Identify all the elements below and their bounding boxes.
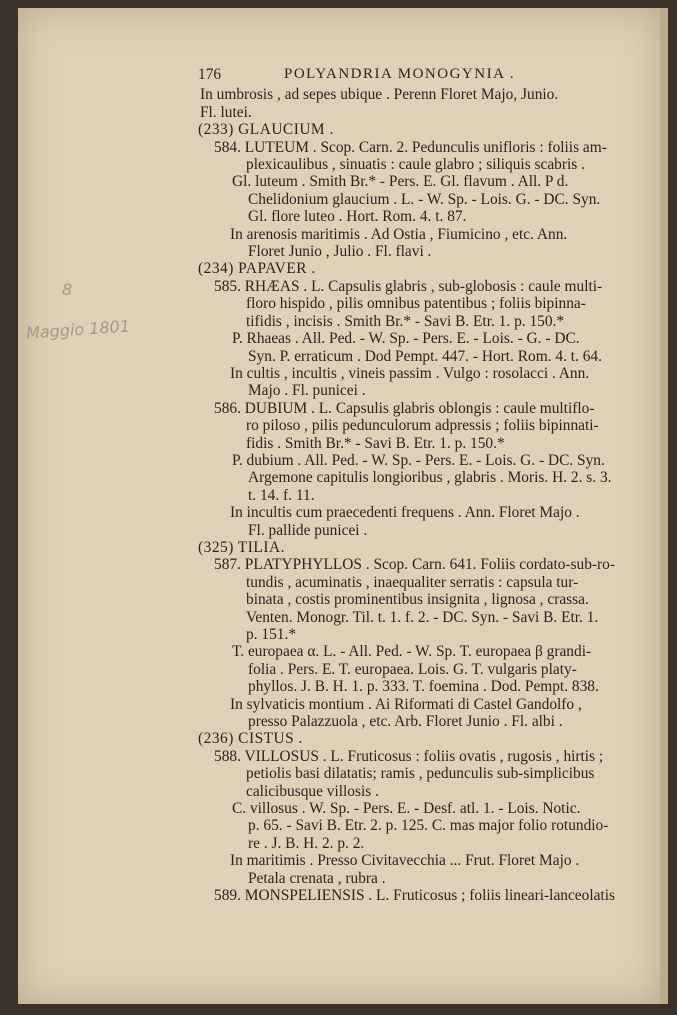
text-line: Gl. luteum . Smith Br.* - Pers. E. Gl. flavum . All. P d. <box>232 173 569 191</box>
text-line: phyllos. J. B. H. 1. p. 333. T. foemina . Dod. Pempt. 838. <box>248 678 599 696</box>
book-page <box>18 8 660 1004</box>
text-line: re . J. B. H. 2. p. 2. <box>248 834 365 852</box>
text-line: Argemone capitulis longioribus , glabris . Moris. H. 2. s. 3. <box>248 469 612 487</box>
genus-heading: (234) PAPAVER . <box>198 260 316 278</box>
text-line: C. villosus . W. Sp. - Pers. E. - Desf. atl. 1. - Lois. Notic. <box>232 800 581 818</box>
text-line: folia . Pers. E. T. europaea. Lois. G. T. vulgaris platy- <box>248 660 577 678</box>
genus-heading: (233) GLAUCIUM . <box>198 121 334 139</box>
text-line: In arenosis maritimis . Ad Ostia , Fiumicino , etc. Ann. <box>230 225 568 243</box>
text-line: 584. LUTEUM . Scop. Carn. 2. Pedunculis unifloris : foliis am- <box>214 138 607 156</box>
text-line: presso Palazzuola , etc. Arb. Floret Junio . Fl. albi . <box>248 713 563 731</box>
text-line: 586. DUBIUM . L. Capsulis glabris oblongis : caule multiflo- <box>214 399 595 417</box>
text-line: Fl. pallide punicei . <box>248 521 368 539</box>
text-line: t. 14. f. 11. <box>248 486 315 504</box>
genus-heading: (325) TILIA. <box>198 538 285 556</box>
text-line: In umbrosis , ad sepes ubique . Perenn Floret Majo, Junio. <box>200 86 559 104</box>
page-text <box>178 66 677 905</box>
page-number: 176 <box>198 66 222 83</box>
text-line: Petala crenata , rubra . <box>248 869 386 887</box>
text-line: fidis . Smith Br.* - Savi B. Etr. 1. p. 150.* <box>246 434 505 452</box>
text-line: P. dubium . All. Ped. - W. Sp. - Pers. E. - Lois. G. - DC. Syn. <box>232 451 605 469</box>
running-header <box>178 66 677 83</box>
text-line: 585. RHÆAS . L. Capsulis glabris , sub-globosis : caule multi- <box>214 277 603 295</box>
text-line: T. europaea α. L. - All. Ped. - W. Sp. T. europaea β grandi- <box>232 643 592 661</box>
text-line: binata , costis prominentibus insignita , lignosa , crassa. <box>246 591 589 609</box>
text-line: Floret Junio , Julio . Fl. flavi . <box>248 243 432 261</box>
text-line: In maritimis . Presso Civitavecchia ... Frut. Floret Majo . <box>230 852 580 870</box>
text-line: Fl. lutei. <box>200 103 252 121</box>
text-line: Majo . Fl. punicei . <box>248 382 366 400</box>
text-line: p. 151.* <box>246 626 297 643</box>
genus-heading: (236) CISTUS . <box>198 730 303 748</box>
text-line: In incultis cum praecedenti frequens . Ann. Floret Majo . <box>230 504 580 522</box>
text-line: ro piloso , pilis pedunculorum adpressis ; foliis bipinnati- <box>246 417 599 435</box>
running-title: POLYANDRIA MONOGYNIA . <box>284 66 516 82</box>
margin-note-date: Maggio 1801 <box>25 316 131 343</box>
text-line: Chelidonium glaucium . L. - W. Sp. - Lois. G. - DC. Syn. <box>248 190 601 208</box>
text-line: plexicaulibus , sinuatis : caule glabro ; siliquis scabris . <box>246 156 585 174</box>
body-lines <box>178 86 677 904</box>
text-line: Syn. P. erraticum . Dod Pempt. 447. - Hort. Rom. 4. t. 64. <box>248 347 602 365</box>
text-line: floro hispido , pilis omnibus patentibus ; foliis bipinna- <box>246 295 586 313</box>
text-line: 587. PLATYPHYLLOS . Scop. Carn. 641. Foliis cordato-sub-ro- <box>214 556 615 574</box>
text-line: 588. VILLOSUS . L. Fruticosus : foliis ovatis , rugosis , hirtis ; <box>214 747 604 765</box>
margin-note-number: 8 <box>62 280 73 299</box>
text-line: p. 65. - Savi B. Etr. 2. p. 125. C. mas major folio rotundio- <box>248 817 609 835</box>
text-line: In sylvaticis montium . Ai Riformati di Castel Gandolfo , <box>230 695 582 713</box>
text-line: Venten. Monogr. Til. t. 1. f. 2. - DC. Syn. - Savi B. Etr. 1. <box>246 608 599 626</box>
text-line: petiolis basi dilatatis; ramis , pedunculis sub-simplicibus <box>246 765 595 783</box>
text-line: P. Rhaeas . All. Ped. - W. Sp. - Pers. E. - Lois. - G. - DC. <box>232 330 580 348</box>
text-line: tundis , acuminatis , inaequaliter serratis : capsula tur- <box>246 573 579 591</box>
text-line: In cultis , incultis , vineis passim . Vulgo : rosolacci . Ann. <box>230 364 590 382</box>
text-line: tifidis , incisis . Smith Br.* - Savi B. Etr. 1. p. 150.* <box>246 312 565 330</box>
text-line: calicibusque villosis . <box>246 782 379 800</box>
text-line: 589. MONSPELIENSIS . L. Fruticosus ; foliis lineari-lanceolatis <box>214 887 615 905</box>
text-line: Gl. flore luteo . Hort. Rom. 4. t. 87. <box>248 208 467 226</box>
